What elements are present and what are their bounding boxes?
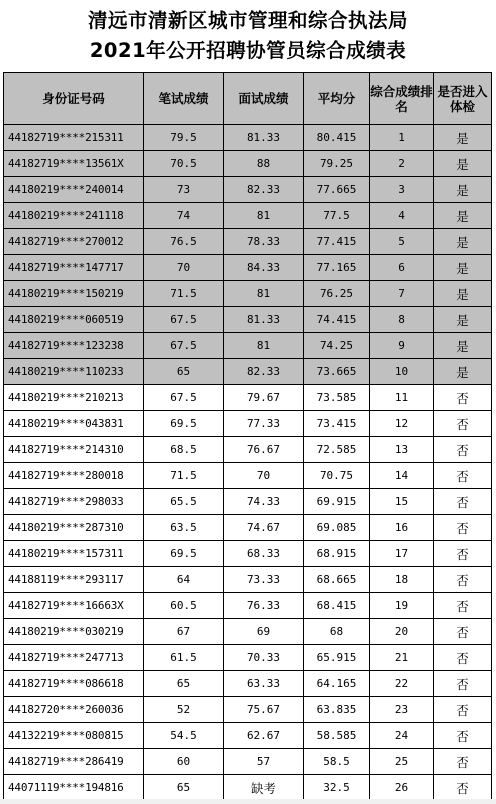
table-row bbox=[4, 567, 492, 593]
header-average: 平均分 bbox=[304, 73, 370, 125]
physical-exam-cell: 否 bbox=[434, 749, 492, 775]
id-cell: 44182720****260036 bbox=[4, 697, 144, 723]
table-body bbox=[4, 125, 492, 801]
physical-exam-cell: 否 bbox=[434, 463, 492, 489]
id-cell: 44182719****280018 bbox=[4, 463, 144, 489]
header-id: 身份证号码 bbox=[4, 73, 144, 125]
table-row bbox=[4, 333, 492, 359]
written-score-cell: 52 bbox=[144, 697, 224, 723]
id-cell: 44180219****210213 bbox=[4, 385, 144, 411]
rank-cell: 22 bbox=[370, 671, 434, 697]
table-row bbox=[4, 541, 492, 567]
written-score-cell: 61.5 bbox=[144, 645, 224, 671]
interview-score-cell: 62.67 bbox=[224, 723, 304, 749]
average-score-cell: 77.415 bbox=[304, 229, 370, 255]
table-row bbox=[4, 749, 492, 775]
table-row bbox=[4, 671, 492, 697]
id-cell: 44180219****240014 bbox=[4, 177, 144, 203]
physical-exam-cell: 否 bbox=[434, 567, 492, 593]
interview-score-cell: 81.33 bbox=[224, 125, 304, 151]
interview-score-cell: 73.33 bbox=[224, 567, 304, 593]
table-row bbox=[4, 229, 492, 255]
id-cell: 44180219****150219 bbox=[4, 281, 144, 307]
average-score-cell: 58.5 bbox=[304, 749, 370, 775]
physical-exam-cell: 否 bbox=[434, 619, 492, 645]
rank-cell: 9 bbox=[370, 333, 434, 359]
rank-cell: 5 bbox=[370, 229, 434, 255]
average-score-cell: 72.585 bbox=[304, 437, 370, 463]
physical-exam-cell: 否 bbox=[434, 775, 492, 801]
interview-score-cell: 76.67 bbox=[224, 437, 304, 463]
rank-cell: 15 bbox=[370, 489, 434, 515]
written-score-cell: 71.5 bbox=[144, 281, 224, 307]
id-cell: 44182719****147717 bbox=[4, 255, 144, 281]
table-row bbox=[4, 463, 492, 489]
physical-exam-cell: 是 bbox=[434, 177, 492, 203]
average-score-cell: 73.585 bbox=[304, 385, 370, 411]
written-score-cell: 76.5 bbox=[144, 229, 224, 255]
physical-exam-cell: 否 bbox=[434, 437, 492, 463]
average-score-cell: 77.665 bbox=[304, 177, 370, 203]
average-score-cell: 77.165 bbox=[304, 255, 370, 281]
interview-score-cell: 79.67 bbox=[224, 385, 304, 411]
id-cell: 44180219****043831 bbox=[4, 411, 144, 437]
rank-cell: 20 bbox=[370, 619, 434, 645]
written-score-cell: 60 bbox=[144, 749, 224, 775]
written-score-cell: 67.5 bbox=[144, 385, 224, 411]
table-row bbox=[4, 437, 492, 463]
rank-cell: 6 bbox=[370, 255, 434, 281]
rank-cell: 11 bbox=[370, 385, 434, 411]
table-row bbox=[4, 125, 492, 151]
id-cell: 44182719****298033 bbox=[4, 489, 144, 515]
average-score-cell: 70.75 bbox=[304, 463, 370, 489]
written-score-cell: 63.5 bbox=[144, 515, 224, 541]
written-score-cell: 68.5 bbox=[144, 437, 224, 463]
interview-score-cell: 74.33 bbox=[224, 489, 304, 515]
id-cell: 44182719****247713 bbox=[4, 645, 144, 671]
id-cell: 44182719****286419 bbox=[4, 749, 144, 775]
physical-exam-cell: 否 bbox=[434, 593, 492, 619]
interview-score-cell: 57 bbox=[224, 749, 304, 775]
interview-score-cell: 88 bbox=[224, 151, 304, 177]
table-row bbox=[4, 697, 492, 723]
physical-exam-cell: 否 bbox=[434, 411, 492, 437]
average-score-cell: 73.415 bbox=[304, 411, 370, 437]
physical-exam-cell: 是 bbox=[434, 203, 492, 229]
rank-cell: 3 bbox=[370, 177, 434, 203]
id-cell: 44182719****123238 bbox=[4, 333, 144, 359]
physical-exam-cell: 是 bbox=[434, 307, 492, 333]
table-row bbox=[4, 515, 492, 541]
id-cell: 44182719****13561X bbox=[4, 151, 144, 177]
written-score-cell: 54.5 bbox=[144, 723, 224, 749]
interview-score-cell: 81 bbox=[224, 333, 304, 359]
physical-exam-cell: 否 bbox=[434, 723, 492, 749]
interview-score-cell: 70 bbox=[224, 463, 304, 489]
table-row bbox=[4, 723, 492, 749]
written-score-cell: 65 bbox=[144, 671, 224, 697]
physical-exam-cell: 是 bbox=[434, 229, 492, 255]
bottom-edge bbox=[0, 799, 496, 804]
physical-exam-cell: 是 bbox=[434, 359, 492, 385]
table-row bbox=[4, 151, 492, 177]
page-title: 清远市清新区城市管理和综合执法局 bbox=[87, 9, 408, 32]
interview-score-cell: 63.33 bbox=[224, 671, 304, 697]
rank-cell: 12 bbox=[370, 411, 434, 437]
written-score-cell: 70 bbox=[144, 255, 224, 281]
physical-exam-cell: 是 bbox=[434, 281, 492, 307]
results-table bbox=[3, 72, 492, 801]
written-score-cell: 65 bbox=[144, 775, 224, 801]
table-row bbox=[4, 645, 492, 671]
page-subtitle: 2021年公开招聘协管员综合成绩表 bbox=[89, 39, 407, 62]
physical-exam-cell: 是 bbox=[434, 125, 492, 151]
table-row bbox=[4, 281, 492, 307]
written-score-cell: 69.5 bbox=[144, 541, 224, 567]
rank-cell: 8 bbox=[370, 307, 434, 333]
id-cell: 44180219****060519 bbox=[4, 307, 144, 333]
interview-score-cell: 82.33 bbox=[224, 359, 304, 385]
interview-score-cell: 75.67 bbox=[224, 697, 304, 723]
id-cell: 44188119****293117 bbox=[4, 567, 144, 593]
physical-exam-cell: 否 bbox=[434, 671, 492, 697]
table-row bbox=[4, 359, 492, 385]
written-score-cell: 69.5 bbox=[144, 411, 224, 437]
average-score-cell: 32.5 bbox=[304, 775, 370, 801]
table-row bbox=[4, 489, 492, 515]
id-cell: 44132219****080815 bbox=[4, 723, 144, 749]
table-row bbox=[4, 775, 492, 801]
rank-cell: 4 bbox=[370, 203, 434, 229]
table-row bbox=[4, 411, 492, 437]
rank-cell: 25 bbox=[370, 749, 434, 775]
average-score-cell: 68.415 bbox=[304, 593, 370, 619]
header-rank: 综合成绩排名 bbox=[370, 73, 434, 125]
written-score-cell: 60.5 bbox=[144, 593, 224, 619]
average-score-cell: 68.915 bbox=[304, 541, 370, 567]
average-score-cell: 58.585 bbox=[304, 723, 370, 749]
rank-cell: 1 bbox=[370, 125, 434, 151]
header-written: 笔试成绩 bbox=[144, 73, 224, 125]
physical-exam-cell: 否 bbox=[434, 385, 492, 411]
table-row bbox=[4, 385, 492, 411]
table-row bbox=[4, 255, 492, 281]
id-cell: 44180219****030219 bbox=[4, 619, 144, 645]
written-score-cell: 73 bbox=[144, 177, 224, 203]
written-score-cell: 79.5 bbox=[144, 125, 224, 151]
header-interview: 面试成绩 bbox=[224, 73, 304, 125]
interview-score-cell: 74.67 bbox=[224, 515, 304, 541]
written-score-cell: 65 bbox=[144, 359, 224, 385]
average-score-cell: 63.835 bbox=[304, 697, 370, 723]
written-score-cell: 74 bbox=[144, 203, 224, 229]
written-score-cell: 71.5 bbox=[144, 463, 224, 489]
interview-score-cell: 76.33 bbox=[224, 593, 304, 619]
written-score-cell: 67.5 bbox=[144, 307, 224, 333]
physical-exam-cell: 是 bbox=[434, 333, 492, 359]
header-exam: 是否进入体检 bbox=[434, 73, 492, 125]
rank-cell: 10 bbox=[370, 359, 434, 385]
physical-exam-cell: 是 bbox=[434, 255, 492, 281]
average-score-cell: 79.25 bbox=[304, 151, 370, 177]
interview-score-cell: 81 bbox=[224, 203, 304, 229]
written-score-cell: 64 bbox=[144, 567, 224, 593]
interview-score-cell: 78.33 bbox=[224, 229, 304, 255]
interview-score-cell: 77.33 bbox=[224, 411, 304, 437]
written-score-cell: 70.5 bbox=[144, 151, 224, 177]
rank-cell: 14 bbox=[370, 463, 434, 489]
id-cell: 44182719****16663X bbox=[4, 593, 144, 619]
id-cell: 44182719****270012 bbox=[4, 229, 144, 255]
physical-exam-cell: 否 bbox=[434, 697, 492, 723]
rank-cell: 17 bbox=[370, 541, 434, 567]
table-row bbox=[4, 619, 492, 645]
average-score-cell: 68.665 bbox=[304, 567, 370, 593]
average-score-cell: 69.085 bbox=[304, 515, 370, 541]
average-score-cell: 64.165 bbox=[304, 671, 370, 697]
average-score-cell: 68 bbox=[304, 619, 370, 645]
rank-cell: 23 bbox=[370, 697, 434, 723]
average-score-cell: 74.415 bbox=[304, 307, 370, 333]
table-row bbox=[4, 203, 492, 229]
table-row bbox=[4, 307, 492, 333]
average-score-cell: 74.25 bbox=[304, 333, 370, 359]
physical-exam-cell: 否 bbox=[434, 541, 492, 567]
rank-cell: 16 bbox=[370, 515, 434, 541]
id-cell: 44180219****110233 bbox=[4, 359, 144, 385]
rank-cell: 24 bbox=[370, 723, 434, 749]
interview-score-cell: 69 bbox=[224, 619, 304, 645]
rank-cell: 21 bbox=[370, 645, 434, 671]
average-score-cell: 77.5 bbox=[304, 203, 370, 229]
id-cell: 44182719****215311 bbox=[4, 125, 144, 151]
id-cell: 44180219****157311 bbox=[4, 541, 144, 567]
interview-score-cell: 68.33 bbox=[224, 541, 304, 567]
physical-exam-cell: 否 bbox=[434, 515, 492, 541]
average-score-cell: 69.915 bbox=[304, 489, 370, 515]
interview-score-cell: 84.33 bbox=[224, 255, 304, 281]
rank-cell: 7 bbox=[370, 281, 434, 307]
physical-exam-cell: 是 bbox=[434, 151, 492, 177]
id-cell: 44182719****214310 bbox=[4, 437, 144, 463]
header-row bbox=[4, 73, 492, 125]
rank-cell: 19 bbox=[370, 593, 434, 619]
rank-cell: 18 bbox=[370, 567, 434, 593]
rank-cell: 2 bbox=[370, 151, 434, 177]
interview-score-cell: 82.33 bbox=[224, 177, 304, 203]
average-score-cell: 80.415 bbox=[304, 125, 370, 151]
interview-score-cell: 81.33 bbox=[224, 307, 304, 333]
written-score-cell: 65.5 bbox=[144, 489, 224, 515]
id-cell: 44180219****241118 bbox=[4, 203, 144, 229]
id-cell: 44182719****086618 bbox=[4, 671, 144, 697]
id-cell: 44071119****194816 bbox=[4, 775, 144, 801]
table-row bbox=[4, 177, 492, 203]
average-score-cell: 65.915 bbox=[304, 645, 370, 671]
rank-cell: 13 bbox=[370, 437, 434, 463]
interview-score-cell: 70.33 bbox=[224, 645, 304, 671]
written-score-cell: 67.5 bbox=[144, 333, 224, 359]
table-row bbox=[4, 593, 492, 619]
average-score-cell: 76.25 bbox=[304, 281, 370, 307]
id-cell: 44180219****287310 bbox=[4, 515, 144, 541]
physical-exam-cell: 否 bbox=[434, 489, 492, 515]
interview-score-cell: 81 bbox=[224, 281, 304, 307]
rank-cell: 26 bbox=[370, 775, 434, 801]
written-score-cell: 67 bbox=[144, 619, 224, 645]
average-score-cell: 73.665 bbox=[304, 359, 370, 385]
physical-exam-cell: 否 bbox=[434, 645, 492, 671]
interview-score-cell: 缺考 bbox=[224, 775, 304, 801]
